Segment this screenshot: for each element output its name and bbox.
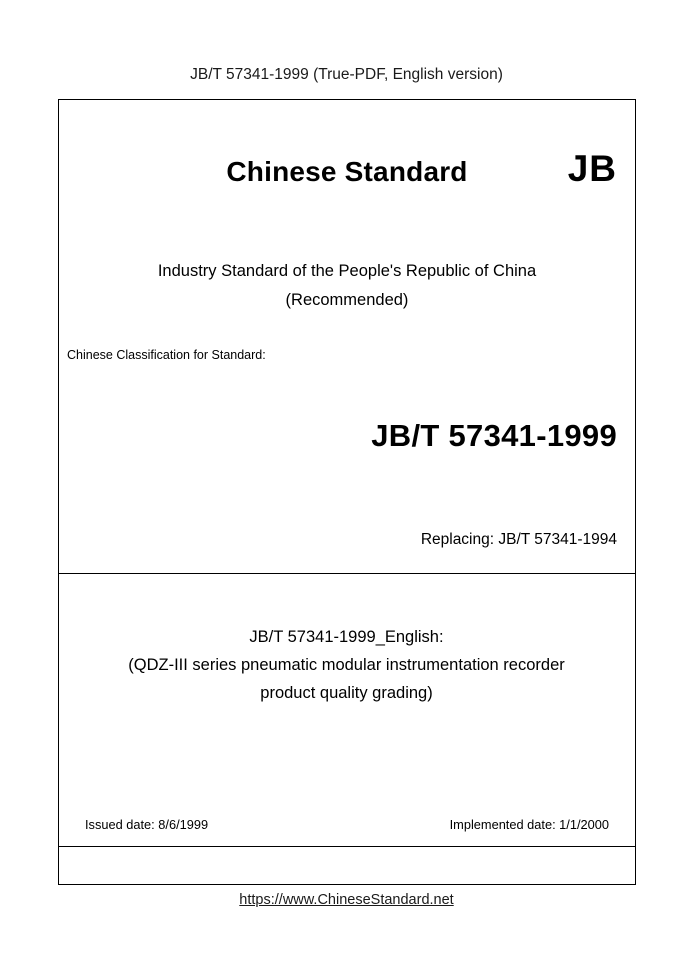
standard-number: JB/T 57341-1999	[371, 418, 617, 453]
subtitle-block	[59, 257, 635, 315]
implemented-date: Implemented date: 1/1/2000	[449, 817, 609, 832]
jb-logo-mark: JB	[567, 148, 617, 189]
subtitle-line-1: Industry Standard of the People's Republic of China	[157, 262, 537, 280]
document-title-line-3: product quality grading)	[260, 684, 433, 702]
cover-middle-section	[59, 574, 635, 847]
document-title-line-1: JB/T 57341-1999_English:	[249, 628, 444, 646]
cover-bottom-section	[59, 847, 635, 883]
page-title: Chinese Standard	[226, 156, 468, 187]
document-title-line-2: (QDZ-III series pneumatic modular instrumentation recorder	[128, 656, 565, 674]
issued-date: Issued date: 8/6/1999	[85, 817, 209, 832]
document-title-block	[69, 623, 624, 707]
title-row	[59, 148, 635, 204]
document-header-label: JB/T 57341-1999 (True-PDF, English version)	[190, 66, 503, 83]
cover-top-section	[59, 100, 635, 574]
dates-row	[59, 817, 635, 832]
classification-label: Chinese Classification for Standard:	[67, 348, 266, 362]
subtitle-line-2: (Recommended)	[285, 291, 409, 309]
source-website-link[interactable]: https://www.ChineseStandard.net	[239, 892, 454, 908]
replacing-label: Replacing: JB/T 57341-1994	[420, 531, 617, 548]
standard-cover-box	[58, 99, 636, 885]
